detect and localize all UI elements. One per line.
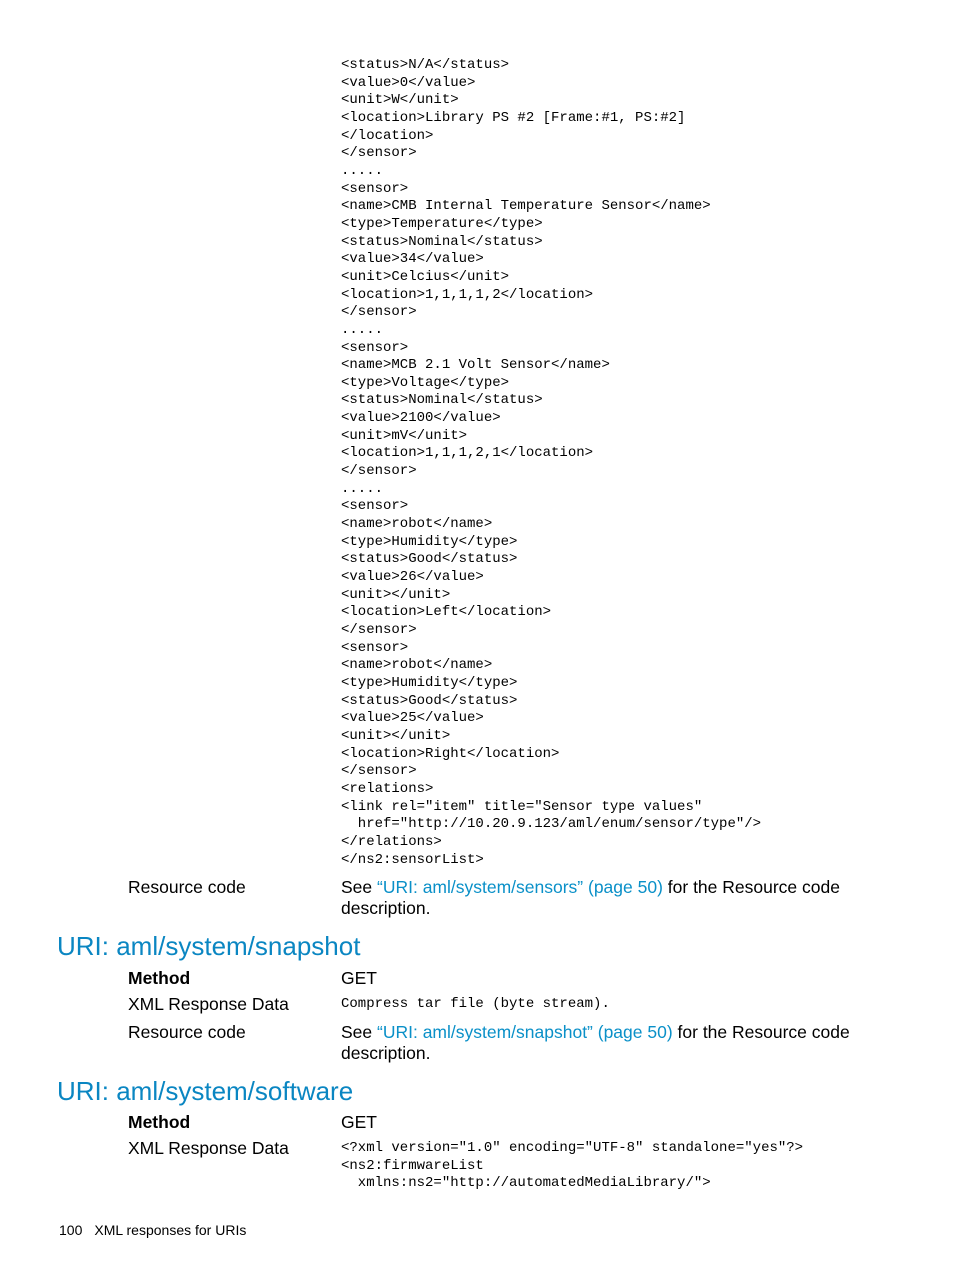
sensors-resource-code-label: Resource code — [128, 877, 246, 897]
snapshot-heading: URI: aml/system/snapshot — [57, 931, 361, 961]
page-footer — [59, 1222, 246, 1238]
snapshot-method-label: Method — [128, 968, 191, 988]
see-text: See — [341, 1022, 377, 1042]
after-text: for the Resource code — [662, 877, 840, 897]
description-text: description. — [341, 1042, 431, 1063]
xml-code-sensor-list: <status>N/A</status> <value>0</value> <unit>W</unit> <location>Library PS #2 [Frame:#1, PS:#2] </location> </sensor> ..... <sensor> <name>CMB Internal Temperature Sensor</name> <type>Temperature</type> <status>Nominal</status> <value>34</value> <unit>Celcius</unit> <location>1,1,1,1,2</location> </sensor> ..... <sensor> <name>MCB 2.1 Volt Sensor</name> <type>Voltage</type> <status>Nominal</status> <value>2100</value> <unit>mV</unit> <location>1,1,1,2,1</location> </sensor> ..... <sensor> <name>robot</name> <type>Humidity</type> <status>Good</status> <value>26</value> <unit></unit> <location>Left</location> </sensor> <sensor> <name>robot</name> <type>Humidity</type> <status>Good</status> <value>25</value> <unit></unit> <location>Right</location> </sensor> <relations> <link rel="item" title="Sensor type values" href="http://10.20.9.123/aml/enum/sensor/type"/> </relations> </ns2:sensorList> — [341, 57, 762, 868]
description-text: description. — [341, 897, 431, 918]
software-xml-label: XML Response Data — [128, 1138, 289, 1158]
software-method-value: GET — [341, 1112, 377, 1132]
snapshot-xml-value: Compress tar file (byte stream). — [341, 996, 610, 1012]
snapshot-xml-label: XML Response Data — [128, 994, 289, 1014]
after-text: for the Resource code — [672, 1022, 850, 1042]
page-number: 100 — [59, 1222, 83, 1238]
see-text: See — [341, 877, 377, 897]
footer-section-title: XML responses for URIs — [94, 1222, 247, 1238]
sensors-page-link[interactable]: “URI: aml/system/sensors” (page 50) — [377, 877, 663, 897]
software-heading: URI: aml/system/software — [57, 1076, 354, 1106]
software-method-label: Method — [128, 1112, 191, 1132]
snapshot-page-link[interactable]: “URI: aml/system/snapshot” (page 50) — [377, 1022, 673, 1042]
snapshot-resource-code-label: Resource code — [128, 1022, 246, 1042]
snapshot-method-value: GET — [341, 968, 377, 988]
sensors-resource-code-description — [341, 877, 840, 918]
snapshot-resource-code-description — [341, 1022, 850, 1063]
software-xml-code: <?xml version="1.0" encoding="UTF-8" standalone="yes"?> <ns2:firmwareList xmlns:ns2="http://automatedMediaLibrary/"> — [341, 1140, 804, 1192]
